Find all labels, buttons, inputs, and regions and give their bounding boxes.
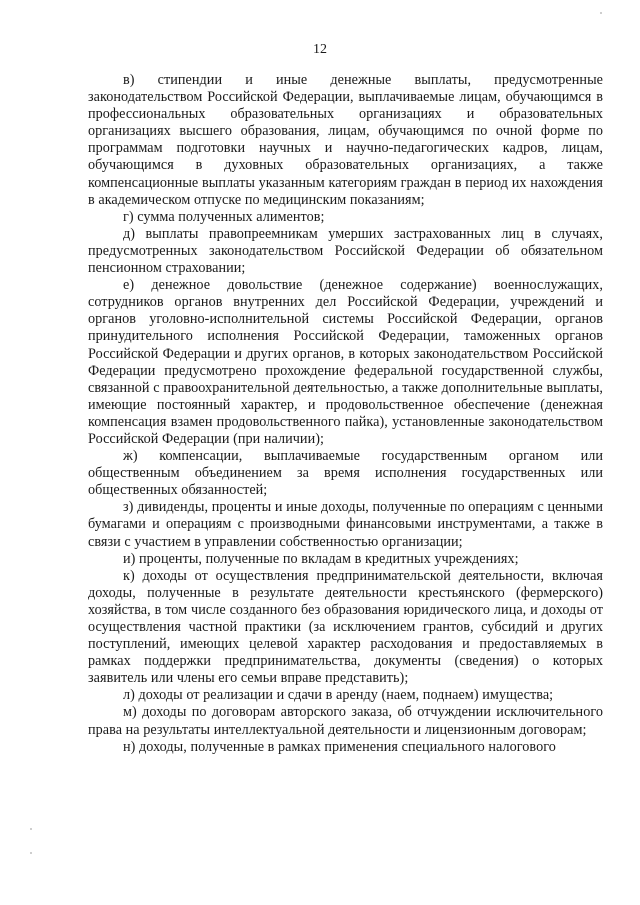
paragraph-m-copyright-income: м) доходы по договорам авторского заказа, об отчуждении исключительного права на результаты интеллектуальной деятельности и лицензионным договорам; — [88, 704, 603, 738]
paragraph-i-interest: и) проценты, полученные по вкладам в кредитных учреждениях; — [123, 550, 519, 567]
scan-speck — [30, 852, 32, 854]
paragraph-zh-compensation: ж) компенсации, выплачиваемые государственным органом или общественным объединением за время исполнения государственных или общественных обязанностей; — [88, 448, 603, 499]
page-number: 12 — [313, 42, 327, 57]
paragraph-n-special-tax: н) доходы, полученные в рамках применения специального налогового — [123, 738, 556, 755]
paragraph-l-property-income: л) доходы от реализации и сдачи в аренду (наем, поднаем) имущества; — [123, 687, 554, 704]
paragraph-z-dividends: з) дивиденды, проценты и иные доходы, полученные по операциям с ценными бумагами и операциям с производными финансовыми инструментами, а также в связи с участием в управлении собственностью организации; — [88, 499, 603, 550]
paragraph-g-alimony: г) сумма полученных алиментов; — [123, 208, 325, 225]
document-body — [88, 72, 603, 756]
scan-speck — [30, 828, 32, 830]
paragraph-e-allowance: е) денежное довольствие (денежное содержание) военнослужащих, сотрудников органов внутренних дел Российской Федерации, учреждений и органов уголовно-исполнительной системы Российской Федерации, органов принудительного исполнения Российской Федерации, таможенных органов Российской Федерации и других органов, в которых законодательством Российской Федерации предусмотрено прохождение федеральной государственной службы, связанной с правоохранительной деятельностью, а также дополнительные выплаты, имеющие постоянный характер, и продовольственное обеспечение (денежная компенсация взамен продовольственного пайка), установленные законодательством Российской Федерации (при наличии); — [88, 277, 603, 447]
paragraph-d-pension-successors: д) выплаты правопреемникам умерших застрахованных лиц в случаях, предусмотренных законодательством Российской Федерации об обязательном пенсионном страховании; — [88, 225, 603, 277]
scan-speck — [600, 12, 602, 14]
paragraph-k-business-income: к) доходы от осуществления предпринимательской деятельности, включая доходы, полученные в результате деятельности крестьянского (фермерского) хозяйства, в том числе созданного без образования юридического лица, и доходы от осуществления частной практики (за исключением грантов, субсидий и других поступлений, имеющих целевой характер расходования и предоставляемых в рамках поддержки предпринимательства, документы (сведения) о которых заявитель или члены его семьи вправе представить); — [88, 567, 603, 687]
paragraph-v-stipends: в) стипендии и иные денежные выплаты, предусмотренные законодательством Российской Федерации, выплачиваемые лицам, обучающимся в профессиональных образовательных организациях и образовательных организациях высшего образования, лицам, обучающимся по очной форме по программам подготовки научных и научно-педагогических кадров, лицам, обучающимся в духовных образовательных организациях, а также компенсационные выплаты указанным категориям граждан в период их нахождения в академическом отпуске по медицинским показаниям; — [88, 72, 603, 208]
